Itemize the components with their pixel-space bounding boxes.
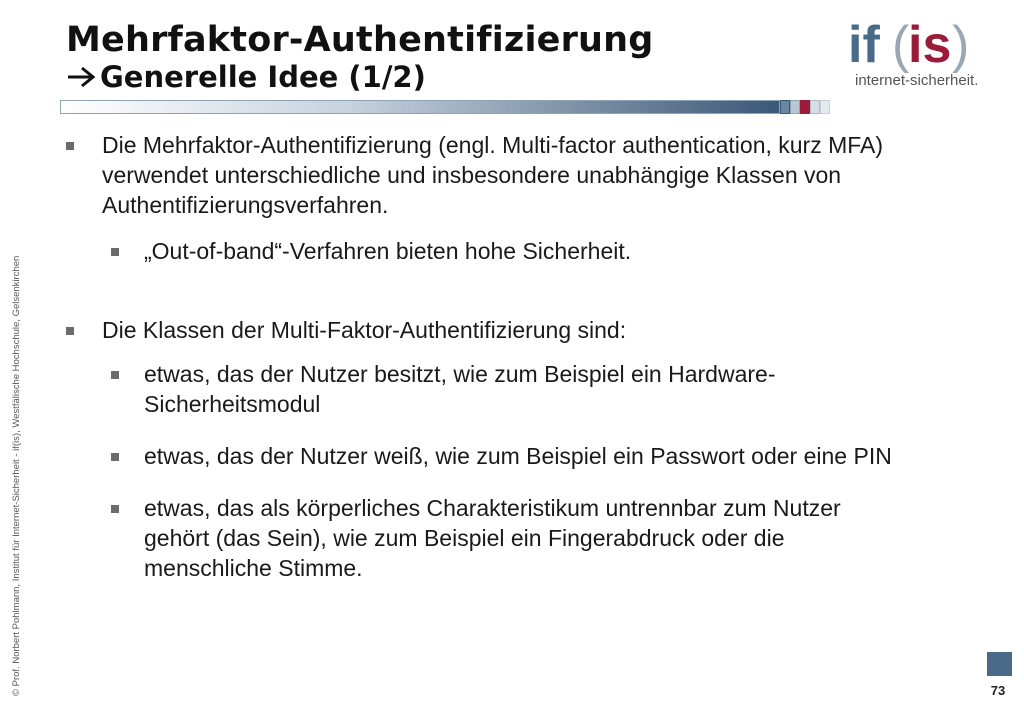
divider-square xyxy=(820,100,830,114)
slide-subtitle: Generelle Idee (1/2) xyxy=(100,60,426,94)
bullet-text: etwas, das der Nutzer besitzt, wie zum Beispiel ein Hardware-Sicherheitsmodul xyxy=(144,361,776,417)
slide-title: Mehrfaktor-Authentifizierung xyxy=(66,20,654,60)
square-bullet-icon xyxy=(66,142,74,150)
bullet-text: etwas, das als körperliches Charakteristikum untrennbar zum Nutzer gehört (das Sein), wie zum Beispiel ein Fingerabdruck oder die menschliche Stimme. xyxy=(144,495,841,581)
list-item xyxy=(64,441,894,471)
svg-text:is: is xyxy=(908,16,952,74)
copyright-note: © Prof. Norbert Pohlmann, Institut für Internet-Sicherheit - if(is), Westfälische Hochschule, Gelsenkirchen xyxy=(11,255,22,696)
bullet-list xyxy=(64,128,894,583)
slide-title-block xyxy=(66,20,654,94)
divider-square xyxy=(780,100,790,114)
divider-square xyxy=(790,100,800,114)
logo-tagline: internet-sicherheit. xyxy=(855,72,979,89)
list-item xyxy=(64,236,894,266)
divider-gradient-bar xyxy=(60,100,780,114)
square-bullet-icon xyxy=(66,327,74,335)
square-bullet-icon xyxy=(111,453,119,461)
right-arrow-icon xyxy=(66,64,96,90)
slide-subtitle-row xyxy=(66,60,654,94)
list-item xyxy=(64,315,894,345)
divider-square xyxy=(810,100,820,114)
square-bullet-icon xyxy=(111,505,119,513)
svg-text:if: if xyxy=(848,16,880,74)
square-bullet-icon xyxy=(111,371,119,379)
bullet-text: Die Klassen der Multi-Faktor-Authentifizierung sind: xyxy=(102,317,627,343)
square-bullet-icon xyxy=(111,248,119,256)
list-item xyxy=(64,130,894,220)
bullet-text: etwas, das der Nutzer weiß, wie zum Beispiel ein Passwort oder eine PIN xyxy=(144,443,892,469)
page-number: 73 xyxy=(990,683,1006,698)
list-item xyxy=(64,359,894,419)
bullet-text: Die Mehrfaktor-Authentifizierung (engl. Multi-factor authentication, kurz MFA) verwendet unterschiedliche und insbesondere unabhängige Klassen von Authentifizierungsverfahren. xyxy=(102,132,884,218)
title-divider xyxy=(60,100,830,114)
svg-text:): ) xyxy=(952,16,970,74)
svg-text:(: ( xyxy=(892,16,910,74)
divider-square-accent xyxy=(800,100,810,114)
list-item xyxy=(64,493,894,583)
corner-square xyxy=(987,652,1012,676)
bullet-text: „Out-of-band“-Verfahren bieten hohe Sicherheit. xyxy=(144,238,632,264)
